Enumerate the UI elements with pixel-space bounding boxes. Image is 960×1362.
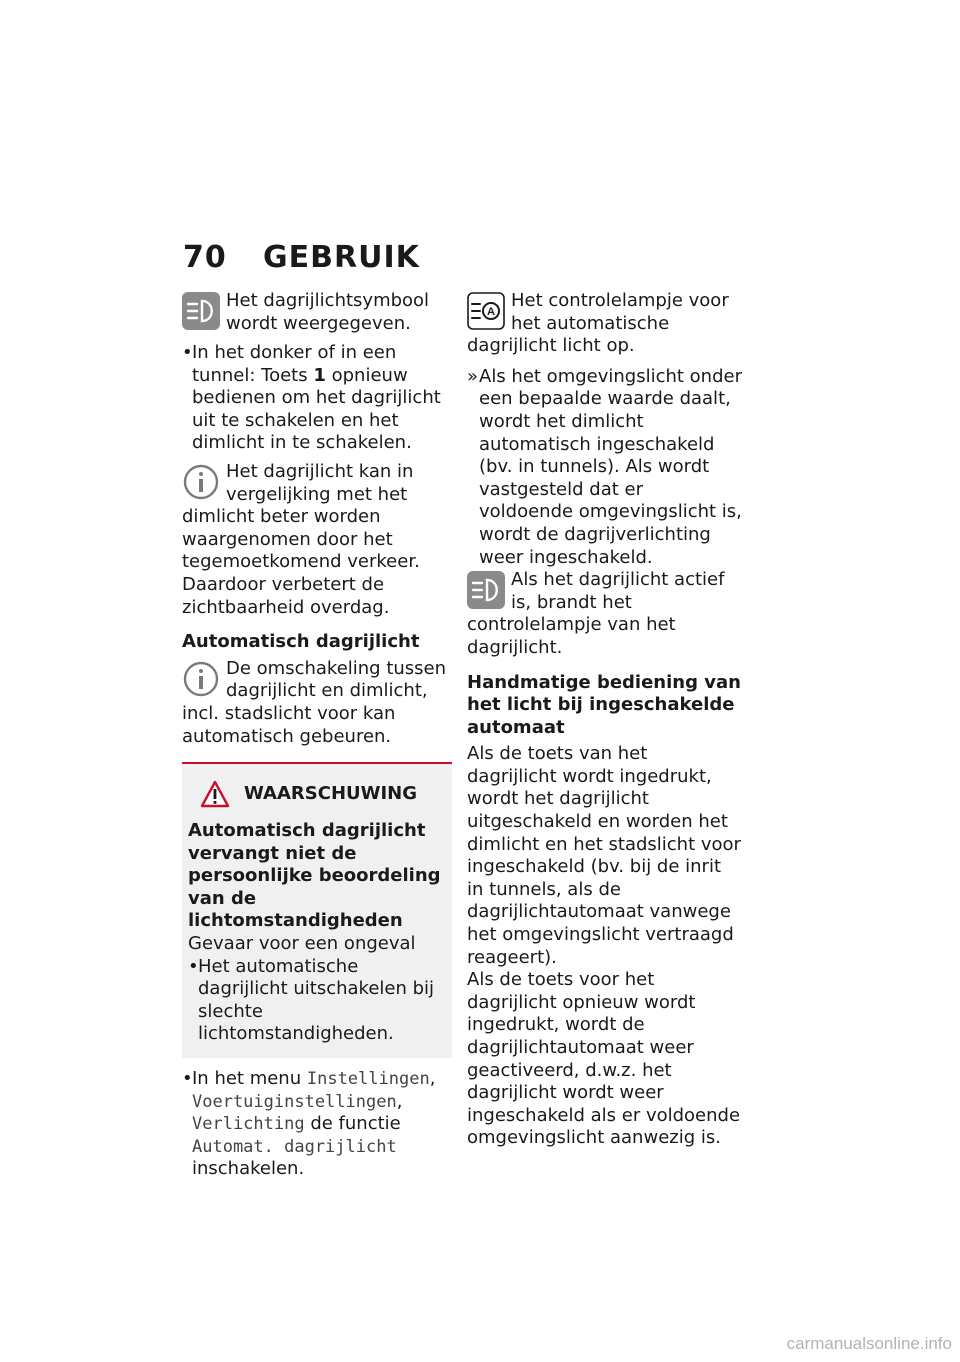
bullet-icon: • [188,955,199,977]
section-title: GEBRUIK [263,240,420,275]
warning-label: WAARSCHUWING [244,782,418,804]
right-column [467,290,742,1150]
menu-item-vehicle-settings: Voertuiginstellingen [192,1091,397,1112]
paragraph: Het dagrijlicht kan in vergelijking met het dimlicht beter worden waargenomen door het tegemoetkomend verkeer. Daardoor verbetert de zichtbaarheid overdag. [182,460,420,618]
list-item: » Als het omgevingslicht onder een bepaalde waarde daalt, wordt het dimlicht automatisch ingeschakeld (bv. in tunnels). Als wordt vastgesteld dat er voldoende omgevingslicht is, wordt de dagrijverlichting weer ingeschakeld. [467,365,742,568]
paragraph: Als de toets van het dagrijlicht wordt ingedrukt, wordt het dagrijlicht uitgeschakeld en worden het dimlicht en het stadslicht voor ingeschakeld (bv. bij de inrit in tunnels, als de dagrijlichtautomaat vanwege het omgevingslicht vertraagd reageert). [467,743,741,968]
bullet-icon: • [182,342,193,363]
daytime-running-light-icon [467,571,505,609]
page-header [183,240,420,276]
info-icon [182,463,220,501]
warning-triangle-icon [200,780,230,808]
menu-item-settings: Instellingen [306,1069,430,1090]
paragraph: Het controlelampje voor het automatische dagrijlicht licht op. [467,290,729,357]
automatic-daylight-indicator-icon [467,292,505,330]
paragraph: Als de toets voor het dagrijlicht opnieuw wordt ingedrukt, wordt de dagrijlichtautomaat weer geactiveerd, d.w.z. het dagrijlicht wordt weer ingeschakeld als er voldoende omgevingslicht aanwezig is. [467,969,741,1149]
warning-risk: Gevaar voor een ongeval [188,933,416,955]
left-column [182,290,452,1181]
daylight-indicator-paragraph [467,569,742,659]
list-item: • Het automatische dagrijlicht uitschakelen bij slechte lichtomstandigheden. [188,955,435,1045]
warning-box [182,762,452,1058]
key-label: 1 [313,364,326,386]
info-icon [182,660,220,698]
svg-text:A: A [487,306,495,318]
section-heading: Automatisch dagrijlicht [182,631,420,653]
paragraph: De omschakeling tussen dagrijlicht en dimlicht, incl. stadslicht voor kan automatisch gebeuren. [182,657,447,747]
section-heading: Handmatige bediening van het licht bij ingeschakelde automaat [467,671,741,738]
daylight-symbol-paragraph [182,290,452,336]
daytime-running-light-icon [182,292,220,330]
result-arrow-icon: » [467,365,479,387]
page-number: 70 [183,240,227,275]
info-note [182,461,452,619]
menu-item-lighting: Verlichting [192,1114,305,1135]
info-note [182,658,452,748]
paragraph: Als het dagrijlicht actief is, brandt het controlelampje van het dagrijlicht. [467,569,725,658]
list-item: • In het donker of in een tunnel: Toets 1 opnieuw bedienen om het dagrijlicht uit te schakelen en het dimlicht in te schakelen. [182,342,441,454]
list-item: • In het menu Instellingen, Voertuiginstellingen, Verlichting de functie Automat. dagrijlicht inschakelen. [182,1068,436,1180]
paragraph: Het dagrijlichtsymbool wordt weergegeven. [226,290,430,334]
menu-item-auto-daylight: Automat. dagrijlicht [192,1136,397,1157]
warning-header [188,780,446,808]
watermark: carmanualsonline.info [786,1334,952,1354]
warning-title: Automatisch dagrijlicht vervangt niet de persoonlijke beoordeling van de lichtomstandigheden [188,820,441,932]
bullet-icon: • [182,1068,193,1090]
auto-indicator-paragraph [467,290,742,358]
